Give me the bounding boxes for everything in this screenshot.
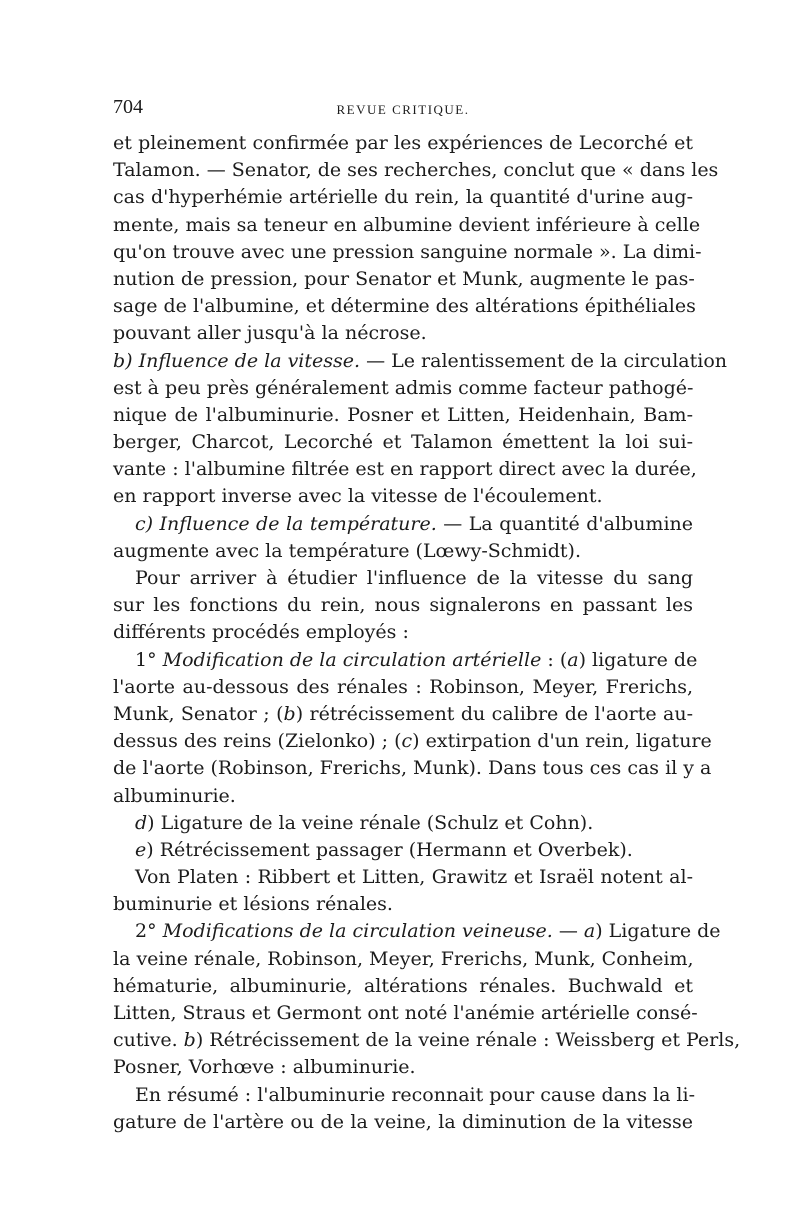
text-line [113,1109,693,1136]
text-segment: augmente avec la température (Lœwy-Schmidt). [113,539,581,562]
text-line [113,483,693,510]
text-line [113,619,693,646]
text-line [113,239,702,266]
text-line [113,130,693,157]
text-segment: vante : l'albumine filtrée est en rapport direct avec la durée, [113,458,697,481]
italic-text-segment: a [567,648,579,671]
text-segment: Talamon. — Senator, de ses recherches, conclut que « dans les [113,159,719,182]
text-segment: buminurie et lésions rénales. [113,893,393,916]
text-segment: nique de l'albuminurie. Posner et Litten, Heidenhain, Bam- [113,403,693,426]
text-line [113,891,693,918]
text-segment: — [552,920,584,943]
text-segment: berger, Charcot, Lecorché et Talamon émettent la loi sui- [113,431,693,454]
text-line [113,1000,698,1027]
text-line [113,375,693,402]
text-line [113,293,696,320]
text-segment: : ( [541,648,568,671]
text-line [113,157,719,184]
body-text [113,130,741,1136]
text-line [113,184,693,211]
text-line [113,429,693,456]
text-line [113,511,693,538]
text-segment: mente, mais sa teneur en albumine devient inférieure à celle [113,213,701,236]
text-segment: — La quantité d'albumine [436,512,694,535]
italic-text-segment: b [283,702,296,725]
text-line [113,728,712,755]
text-segment: de l'aorte (Robinson, Frerichs, Munk). Dans tous ces cas il y a [113,757,712,780]
text-segment: cutive. [113,1029,184,1052]
italic-text-segment: b [183,1029,196,1052]
text-line [113,837,693,864]
text-segment: et pleinement confirmée par les expériences de Lecorché et [113,132,693,154]
text-line [113,456,697,483]
text-segment: — Le ralentissement de la circulation [360,349,727,372]
text-line [113,701,693,728]
text-line [113,320,693,347]
text-line [113,864,693,891]
text-segment: albuminurie. [113,784,236,807]
text-segment: gature de l'artère ou de la veine, la diminution de la vitesse [113,1110,693,1133]
text-line [113,592,693,619]
running-title: REVUE CRITIQUE. [336,102,470,117]
text-segment: Posner, Vorhœve : albuminurie. [113,1056,416,1079]
italic-text-segment: a [583,920,596,943]
text-segment: ) ligature de [578,648,698,671]
text-line [113,810,693,837]
text-line [113,973,693,1000]
text-line [113,1027,741,1054]
text-line [113,783,693,810]
text-line [113,212,701,239]
text-segment: ) Rétrécissement de la veine rénale : Weissberg et Perls, [195,1029,741,1052]
italic-text-segment: e [135,838,147,861]
text-line [113,1082,696,1109]
text-segment: l'aorte au-dessous des rénales : Robinson, Meyer, Frerichs, [113,675,693,698]
text-segment: dessus des reins (Zielonko) ; ( [113,730,402,753]
text-segment: est à peu près généralement admis comme facteur pathogé- [113,376,694,399]
italic-text-segment: d [135,811,148,834]
text-segment: en rapport inverse avec la vitesse de l'écoulement. [113,485,603,508]
italic-text-segment: Modification de la circulation artérielle [162,648,542,671]
text-segment: qu'on trouve avec une pression sanguine normale ». La dimi- [113,240,702,263]
italic-text-segment: Modifications de la circulation veineuse. [162,920,553,943]
text-line [113,1054,693,1081]
text-segment: pouvant aller jusqu'à la nécrose. [113,322,427,345]
text-segment: cas d'hyperhémie artérielle du rein, la quantité d'urine aug- [113,186,693,209]
text-segment: Litten, Straus et Germont ont noté l'anémie artérielle consé- [113,1002,698,1024]
text-segment: Munk, Senator ; ( [113,702,284,725]
text-segment: ) extirpation d'un rein, ligature [412,730,712,753]
italic-text-segment: b) [113,349,139,372]
page-number: 704 [113,96,143,118]
text-segment: En résumé : l'albuminurie reconnait pour cause dans la li- [135,1083,696,1106]
italic-text-segment: c) [135,512,160,535]
page-header [113,96,693,122]
text-segment: nution de pression, pour Senator et Munk, augmente le pas- [113,267,695,290]
text-segment: ) Ligature de la veine rénale (Schulz et Cohn). [147,811,594,834]
text-segment: ) Rétrécissement passager (Hermann et Overbek). [146,838,633,861]
italic-text-segment: Influence de la température. [159,512,437,535]
text-line [113,918,721,945]
text-segment: ) Ligature de [595,920,721,943]
text-segment: sur les fonctions du rein, nous signalerons en passant les [113,594,693,617]
text-segment: la veine rénale, Robinson, Meyer, Frerichs, Munk, Conheim, [113,947,694,970]
text-line [113,538,693,565]
text-segment: 1° [135,648,163,671]
text-line [113,755,712,782]
text-line [113,565,693,592]
text-line [113,266,693,293]
text-segment: sage de l'albumine, et détermine des altérations épithéliales [113,295,696,318]
text-segment: ) rétrécissement du calibre de l'aorte au- [295,702,693,725]
text-line [113,348,727,375]
italic-text-segment: c [401,730,413,753]
text-segment: différents procédés employés : [113,621,409,644]
italic-text-segment: Influence de la vitesse. [138,349,361,372]
text-segment: 2° [135,920,163,943]
text-line [113,946,693,973]
text-segment: Von Platen : Ribbert et Litten, Grawitz et Israël notent al- [135,866,693,889]
text-line [113,402,693,429]
text-line [113,674,693,701]
text-segment: Pour arriver à étudier l'influence de la vitesse du sang [135,567,693,589]
text-segment: hématurie, albuminurie, altérations rénales. Buchwald et [113,974,693,997]
text-line [113,647,698,674]
